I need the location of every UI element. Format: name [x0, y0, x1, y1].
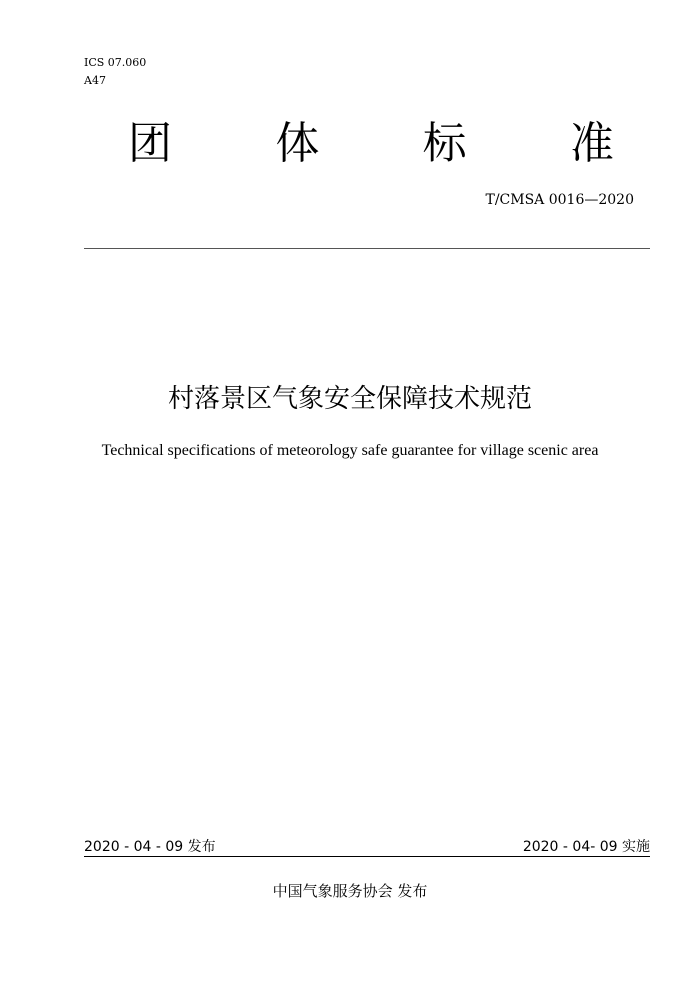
ccs-code: A47	[84, 74, 106, 87]
standard-type-char: 体	[275, 118, 320, 169]
publisher: 中国气象服务协会 发布	[272, 882, 428, 900]
issue-date: 2020 - 04 - 09 发布	[84, 839, 216, 855]
standard-type-char: 团	[128, 118, 172, 169]
standard-type	[128, 118, 614, 170]
implement-date: 2020 - 04- 09 实施	[522, 839, 650, 855]
ics-code: ICS 07.060	[84, 56, 147, 69]
footer-divider	[84, 856, 650, 857]
standard-type-char: 标	[422, 118, 467, 169]
header-divider	[84, 248, 650, 249]
document-title-english: Technical specifications of meteorology safe guarantee for village scenic area	[101, 442, 599, 459]
standard-number: T/CMSA 0016—2020	[485, 192, 634, 208]
document-title-chinese: 村落景区气象安全保障技术规范	[167, 384, 532, 414]
standard-type-char: 准	[569, 118, 614, 169]
